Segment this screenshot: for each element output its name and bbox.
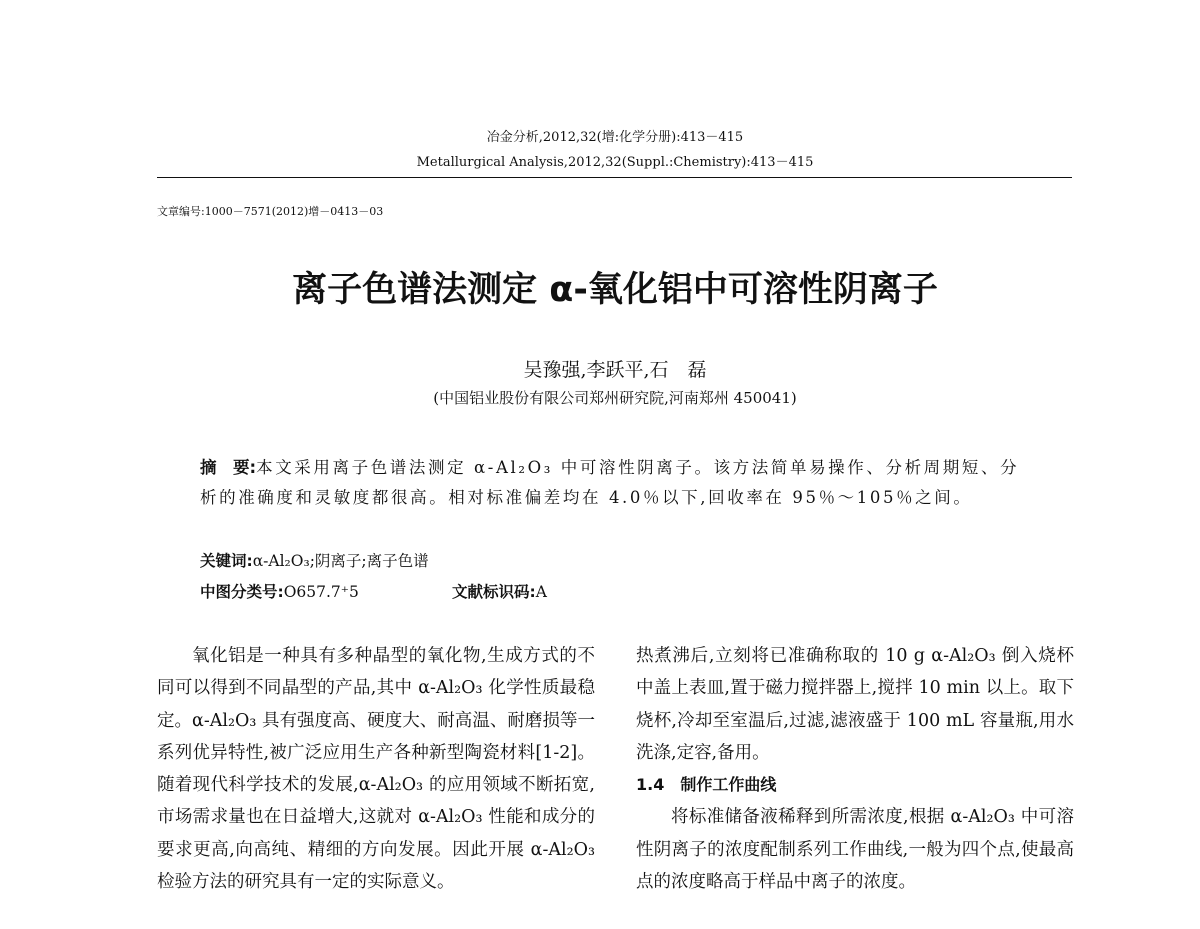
keywords-text: α-Al₂O₃;阴离子;离子色谱 [252, 552, 429, 570]
journal-citation-en: Metallurgical Analysis,2012,32(Suppl.:Chemistry):413－415 [416, 155, 814, 170]
abstract-label: 摘 要: [200, 458, 257, 477]
header-rule [157, 177, 1072, 178]
section-heading: 1.4 制作工作曲线 [636, 775, 777, 795]
keywords [200, 549, 429, 571]
keywords-label: 关键词: [200, 552, 253, 570]
paper-title: 离子色谱法测定 α-氧化铝中可溶性阴离子 [292, 270, 938, 310]
abstract-text: 本文采用离子色谱法测定 α-Al₂O₃ 中可溶性阴离子。该方法简单易操作、分析周期短、分析的准确度和灵敏度都很高。相对标准偏差均在 4.0％以下,回收率在 95％～105％之间。 [200, 458, 1020, 507]
affiliation: (中国铝业股份有限公司郑州研究院,河南郑州 450041) [433, 389, 797, 407]
body-column-right [636, 640, 1074, 898]
classification-label: 中图分类号: [200, 583, 284, 601]
authors: 吴豫强,李跃平,石 磊 [523, 359, 707, 381]
classification-text: O657.7⁺5 [283, 583, 359, 601]
classification [200, 580, 359, 602]
document-code [452, 580, 547, 602]
abstract [200, 453, 1030, 513]
calibration-paragraph: 将标准储备液稀释到所需浓度,根据 α-Al₂O₃ 中可溶性阴离子的浓度配制系列工作曲线,一般为四个点,使最高点的浓度略高于样品中离子的浓度。 [636, 807, 1074, 893]
intro-paragraph: 氧化铝是一种具有多种晶型的氧化物,生成方式的不同可以得到不同晶型的产品,其中 α-Al₂O₃ 化学性质最稳定。α-Al₂O₃ 具有强度高、硬度大、耐高温、耐磨损等一系列优异特性,被广泛应用生产各种新型陶瓷材料[1-2]。随着现代科学技术的发展,α-Al₂O₃ 的应用领域不断拓宽,市场需求量也在日益增大,这就对 α-Al₂O₃ 性能和成分的要求更高,向高纯、精细的方向发展。因此开展 α-Al₂O₃ 检验方法的研究具有一定的实际意义。 [157, 646, 595, 893]
document-code-label: 文献标识码: [452, 583, 536, 601]
journal-citation-cn: 冶金分析,2012,32(增:化学分册):413－415 [486, 130, 744, 145]
body-column-left [157, 640, 595, 898]
article-number: 文章编号:1000－7571(2012)增－0413－03 [157, 205, 384, 218]
method-paragraph: 热煮沸后,立刻将已准确称取的 10 g α-Al₂O₃ 倒入烧杯中盖上表皿,置于磁力搅拌器上,搅拌 10 min 以上。取下烧杯,冷却至室温后,过滤,滤液盛于 100 mL 容量瓶,用水洗涤,定容,备用。 [636, 646, 1074, 763]
document-code-text: A [535, 583, 547, 601]
